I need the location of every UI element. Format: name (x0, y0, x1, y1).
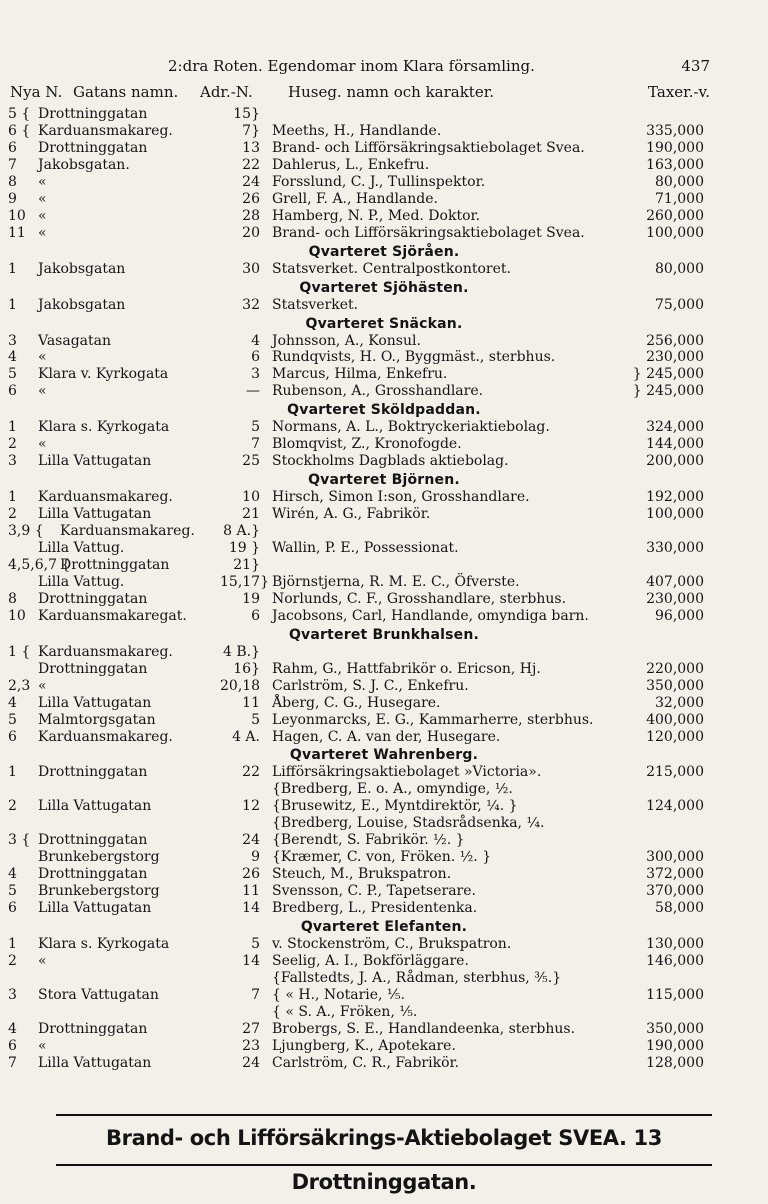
house-number: 6 (8, 383, 17, 400)
house-number: 10 (8, 607, 26, 624)
owner-name: Brand- och Lifförsäkringsaktiebolaget Svea. (272, 139, 585, 156)
address-number: 11 (242, 694, 260, 711)
block-title: Qvarteret Björnen. (308, 472, 460, 489)
house-number: 2 (8, 798, 17, 815)
owner-name: {Berendt, S. Fabrikör. ½. } (272, 832, 465, 849)
tax-value: 190,000 (646, 139, 704, 156)
address-number: 14 (242, 952, 260, 969)
house-number: 1 (8, 296, 17, 313)
tax-value: 163,000 (646, 156, 704, 173)
address-number: 22 (242, 764, 260, 781)
page-header (0, 57, 768, 81)
address-number: 12 (242, 798, 260, 815)
street-name: Malmtorgsgatan (38, 711, 156, 728)
address-number: 7 (251, 436, 260, 453)
owner-name: Statsverket. (272, 296, 359, 313)
street-name: Drottninggatan (38, 832, 148, 849)
address-number: 16} (233, 660, 260, 677)
house-number: 1 (8, 764, 17, 781)
address-number: 4 A. (232, 728, 260, 745)
tax-value: 230,000 (646, 590, 704, 607)
house-number: 11 (8, 224, 26, 241)
address-number: 25 (242, 453, 260, 470)
street-name: « (38, 436, 47, 453)
owner-name: {Bredberg, E. o. A., omyndige, ½. (272, 781, 513, 798)
owner-name: Marcus, Hilma, Enkefru. (272, 366, 448, 383)
street-name: « (38, 207, 47, 224)
street-name: Karduansmakareg. (38, 728, 173, 745)
house-number: 1 (8, 936, 17, 952)
tax-value: 407,000 (646, 573, 704, 590)
tax-value: 330,000 (646, 540, 704, 556)
house-number: 4,5,6,7 { (8, 556, 71, 573)
address-number: 24 (242, 832, 260, 849)
house-number: 10 (8, 207, 26, 224)
house-number: 1 (8, 260, 17, 277)
owner-name: Jacobsons, Carl, Handlande, omyndiga barn. (272, 607, 589, 624)
col-adr: Adr.-N. (200, 83, 253, 101)
address-number: 19 (242, 590, 260, 607)
tax-value: 324,000 (646, 419, 704, 436)
street-name: Jakobsgatan. (38, 156, 130, 173)
owner-name: {Kræmer, C. von, Fröken. ½. } (272, 849, 492, 866)
address-number: 5 (251, 419, 260, 436)
house-number: 6 (8, 1037, 17, 1054)
house-number: 6 { (8, 122, 31, 139)
tax-value: 350,000 (646, 677, 704, 694)
address-number: 28 (242, 207, 260, 224)
address-number: 14 (242, 900, 260, 917)
block-title: Qvarteret Elefanten. (300, 919, 468, 935)
tax-value: } 245,000 (632, 366, 704, 383)
owner-name: Åberg, C. G., Husegare. (272, 694, 441, 711)
address-number: 15,17} (220, 573, 269, 590)
owner-name: Rundqvists, H. O., Byggmäst., sterbhus. (272, 349, 556, 366)
street-name: Drottninggatan (38, 106, 148, 122)
house-number: 1 { (8, 643, 31, 660)
address-number: 20,18 (220, 677, 261, 694)
house-number: 6 (8, 900, 17, 917)
street-name: Karduansmakaregat. (38, 607, 187, 624)
house-number: 4 (8, 694, 17, 711)
owner-name: Statsverket. Centralpostkontoret. (272, 260, 511, 277)
street-name: Lilla Vattugatan (38, 694, 152, 711)
tax-value: 120,000 (646, 728, 704, 745)
owner-name: Dahlerus, L., Enkefru. (272, 156, 430, 173)
owner-name: Hirsch, Simon I:son, Grosshandlare. (272, 489, 530, 506)
owner-name: Leyonmarcks, E. G., Kammarherre, sterbhus. (272, 711, 594, 728)
street-name: « (38, 1037, 47, 1054)
house-number: 3 (8, 986, 17, 1003)
street-name: Drottninggatan (60, 556, 170, 573)
address-number: 7 (251, 986, 260, 1003)
tax-value: 75,000 (655, 296, 704, 313)
tax-value: 58,000 (655, 900, 704, 917)
tax-value: 146,000 (646, 952, 704, 969)
owner-name: {Bredberg, Louise, Stadsrådsenka, ¼. (272, 815, 545, 832)
house-number: 4 (8, 349, 17, 366)
block-title: Qvarteret Sjöhästen. (299, 279, 469, 296)
address-number: — (246, 383, 260, 400)
house-number: 2 (8, 952, 17, 969)
address-number: 23 (242, 1037, 260, 1054)
owner-name: {Fallstedts, J. A., Rådman, sterbhus, ⅗.} (272, 969, 562, 986)
street-name: Karduansmakareg. (60, 523, 195, 540)
house-number: 5 (8, 883, 17, 900)
street-name: « (38, 677, 47, 694)
street-name: Jakobsgatan (38, 296, 126, 313)
owner-name: Hagen, C. A. van der, Husegare. (272, 728, 501, 745)
page-number: 437 (681, 57, 710, 75)
house-number: 1 (8, 419, 17, 436)
street-name: Drottninggatan (38, 1020, 148, 1037)
address-number: 19 } (228, 540, 260, 556)
owner-name: Seelig, A. I., Bokförläggare. (272, 952, 469, 969)
owner-name: { « H., Notarie, ⅕. (272, 986, 405, 1003)
street-name: Drottninggatan (38, 660, 148, 677)
address-number: 11 (242, 883, 260, 900)
owner-name: Johnsson, A., Konsul. (272, 332, 421, 349)
block-title: Qvarteret Sköldpaddan. (287, 402, 481, 419)
tax-value: 96,000 (655, 607, 704, 624)
house-number: 7 (8, 1054, 17, 1071)
owner-name: Brobergs, S. E., Handlandeenka, sterbhus. (272, 1020, 576, 1037)
owner-name: Ljungberg, K., Apotekare. (272, 1037, 456, 1054)
owner-name: Meeths, H., Handlande. (272, 122, 442, 139)
street-name: Jakobsgatan (38, 260, 126, 277)
col-tax: Taxer.-v. (648, 83, 710, 101)
tax-value: 350,000 (646, 1020, 704, 1037)
address-number: 6 (251, 607, 260, 624)
tax-value: 124,000 (646, 798, 704, 815)
house-number: 6 (8, 139, 17, 156)
street-name: Brunkebergstorg (38, 883, 160, 900)
street-name: Klara s. Kyrkogata (38, 419, 170, 436)
street-name: Vasagatan (38, 332, 112, 349)
address-number: 21} (233, 556, 260, 573)
street-name: Drottninggatan (38, 866, 148, 883)
page-title: 2:dra Roten. Egendomar inom Klara församling. (168, 57, 535, 75)
house-number: 8 (8, 590, 17, 607)
address-number: 13 (242, 139, 260, 156)
owner-name: Björnstjerna, R. M. E. C., Öfverste. (272, 573, 520, 590)
address-number: 10 (242, 489, 260, 506)
tax-value: 200,000 (646, 453, 704, 470)
house-number: 5 { (8, 106, 31, 122)
owner-name: Steuch, M., Brukspatron. (272, 866, 452, 883)
tax-value: 80,000 (655, 173, 704, 190)
tax-value: 256,000 (646, 332, 704, 349)
street-name: Karduansmakareg. (38, 643, 173, 660)
address-number: 24 (242, 1054, 260, 1071)
street-name: Lilla Vattugatan (38, 798, 152, 815)
owner-name: { « S. A., Fröken, ⅕. (272, 1003, 418, 1020)
col-owner: Huseg. namn och karakter. (288, 83, 495, 101)
address-number: 26 (242, 190, 260, 207)
street-name: Klara v. Kyrkogata (38, 366, 169, 383)
address-number: 4 (251, 332, 260, 349)
house-number: 4 (8, 1020, 17, 1037)
block-title: Qvarteret Wahrenberg. (289, 747, 479, 764)
tax-value: 400,000 (646, 711, 704, 728)
house-number: 2 (8, 506, 17, 523)
address-number: 20 (242, 224, 260, 241)
tax-value: 372,000 (646, 866, 704, 883)
street-name: Stora Vattugatan (38, 986, 159, 1003)
owner-name: Stockholms Dagblads aktiebolag. (272, 453, 509, 470)
house-number: 7 (8, 156, 17, 173)
address-number: 5 (251, 936, 260, 952)
house-number: 5 (8, 711, 17, 728)
street-name: « (38, 383, 47, 400)
col-nr: Nya N. (10, 83, 63, 101)
owner-name: Rubenson, A., Grosshandlare. (272, 383, 484, 400)
address-number: 8 A.} (223, 523, 260, 540)
owner-name: Lifförsäkringsaktiebolaget »Victoria». (272, 764, 542, 781)
house-number: 2 (8, 436, 17, 453)
owner-name: Wirén, A. G., Fabrikör. (272, 506, 431, 523)
owner-name: {Brusewitz, E., Myntdirektör, ¼. } (272, 798, 518, 815)
street-name: Lilla Vattug. (38, 573, 125, 590)
street-name: « (38, 190, 47, 207)
address-number: 7} (242, 122, 260, 139)
house-number: 6 (8, 728, 17, 745)
house-number: 2,3 (8, 677, 31, 694)
tax-value: 128,000 (646, 1054, 704, 1071)
house-number: 3,9 { (8, 523, 44, 540)
tax-value: 71,000 (655, 190, 704, 207)
address-number: 22 (242, 156, 260, 173)
address-number: 27 (242, 1020, 260, 1037)
address-number: 24 (242, 173, 260, 190)
tax-value: 300,000 (646, 849, 704, 866)
street-name: Karduansmakareg. (38, 489, 173, 506)
street-name: Drottninggatan (38, 590, 148, 607)
address-number: 30 (242, 260, 260, 277)
street-name: Klara s. Kyrkogata (38, 936, 170, 952)
street-name: Drottninggatan (38, 139, 148, 156)
owner-name: Bredberg, L., Presidentenka. (272, 900, 478, 917)
street-name: Lilla Vattugatan (38, 453, 152, 470)
owner-name: Brand- och Lifförsäkringsaktiebolaget Svea. (272, 224, 585, 241)
tax-value: 260,000 (646, 207, 704, 224)
address-number: 32 (242, 296, 260, 313)
tax-value: 230,000 (646, 349, 704, 366)
address-number: 5 (251, 711, 260, 728)
owner-name: Forsslund, C. J., Tullinspektor. (272, 173, 486, 190)
tax-value: 370,000 (646, 883, 704, 900)
tax-value: 190,000 (646, 1037, 704, 1054)
tax-value: 220,000 (646, 660, 704, 677)
house-number: 3 { (8, 832, 31, 849)
owner-name: Rahm, G., Hattfabrikör o. Ericson, Hj. (272, 660, 541, 677)
tax-value: 192,000 (646, 489, 704, 506)
column-headers (0, 83, 768, 105)
owner-name: Blomqvist, Z., Kronofogde. (272, 436, 462, 453)
owner-name: Normans, A. L., Boktryckeriaktiebolag. (272, 419, 550, 436)
house-number: 3 (8, 332, 17, 349)
street-name: Lilla Vattugatan (38, 506, 152, 523)
tax-value: 130,000 (646, 936, 704, 952)
tax-value: } 245,000 (632, 383, 704, 400)
house-number: 3 (8, 453, 17, 470)
tax-value: 335,000 (646, 122, 704, 139)
house-number: 8 (8, 173, 17, 190)
street-name: « (38, 224, 47, 241)
footer-advertisement: Brand- och Lifförsäkrings-Aktiebolaget SVEA. 13 Drottninggatan. (56, 1114, 712, 1166)
address-number: 26 (242, 866, 260, 883)
street-name: Drottninggatan (38, 764, 148, 781)
owner-name: Carlström, S. J. C., Enkefru. (272, 677, 469, 694)
block-title: Qvarteret Snäckan. (305, 315, 463, 332)
tax-value: 100,000 (646, 506, 704, 523)
street-name: « (38, 952, 47, 969)
tax-value: 80,000 (655, 260, 704, 277)
tax-value: 215,000 (646, 764, 704, 781)
house-number: 9 (8, 190, 17, 207)
street-name: Lilla Vattug. (38, 540, 125, 556)
tax-value: 32,000 (655, 694, 704, 711)
owner-name: Norlunds, C. F., Grosshandlare, sterbhus. (272, 590, 567, 607)
owner-name: Grell, F. A., Handlande. (272, 190, 438, 207)
address-number: 6 (251, 349, 260, 366)
street-name: Lilla Vattugatan (38, 900, 152, 917)
owner-name: v. Stockenström, C., Brukspatron. (272, 936, 512, 952)
street-name: Karduansmakareg. (38, 122, 173, 139)
tax-value: 144,000 (646, 436, 704, 453)
house-number: 1 (8, 489, 17, 506)
owner-name: Svensson, C. P., Tapetserare. (272, 883, 476, 900)
address-number: 9 (251, 849, 260, 866)
house-number: 5 (8, 366, 17, 383)
block-title: Qvarteret Sjöråen. (308, 243, 460, 260)
house-number: 4 (8, 866, 17, 883)
street-name: Brunkebergstorg (38, 849, 160, 866)
street-name: « (38, 349, 47, 366)
address-number: 4 B.} (222, 643, 260, 660)
owner-name: Hamberg, N. P., Med. Doktor. (272, 207, 481, 224)
address-number: 3 (251, 366, 260, 383)
tax-value: 100,000 (646, 224, 704, 241)
tax-value: 115,000 (646, 986, 704, 1003)
owner-name: Wallin, P. E., Possessionat. (272, 540, 459, 556)
owner-name: Carlström, C. R., Fabrikör. (272, 1054, 460, 1071)
address-number: 21 (242, 506, 260, 523)
block-title: Qvarteret Brunkhalsen. (288, 626, 480, 643)
street-name: Lilla Vattugatan (38, 1054, 152, 1071)
address-number: 15} (233, 106, 260, 122)
col-street: Gatans namn. (73, 83, 179, 101)
street-name: « (38, 173, 47, 190)
